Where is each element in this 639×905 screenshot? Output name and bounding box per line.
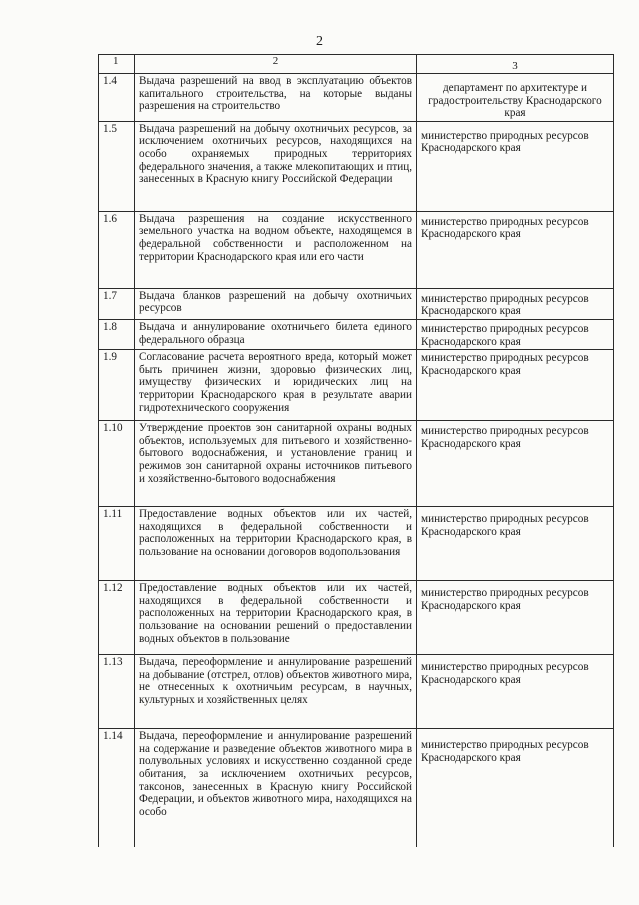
row-number: 1.12: [99, 581, 135, 655]
row-number: 1.10: [99, 421, 135, 507]
service-description: Выдача, переоформление и аннулирование разрешений на добывание (отстрел, отлов) объектов животного мира, не отнесенных к охотничьим ресурсам, в научных, культурных и хозяйственных целях: [135, 655, 417, 729]
row-number: 1.7: [99, 288, 135, 319]
table-row: [99, 74, 614, 122]
column-header-number: 1: [99, 55, 135, 74]
responsible-agency: министерство природных ресурсов Краснодарского края: [417, 288, 614, 319]
service-description: Выдача и аннулирование охотничьего билета единого федерального образца: [135, 319, 417, 349]
table-row: [99, 319, 614, 349]
row-number: 1.6: [99, 211, 135, 288]
responsible-agency: министерство природных ресурсов Краснодарского края: [417, 729, 614, 847]
responsible-agency: министерство природных ресурсов Краснодарского края: [417, 421, 614, 507]
responsible-agency: министерство природных ресурсов Краснодарского края: [417, 211, 614, 288]
responsible-agency: министерство природных ресурсов Краснодарского края: [417, 655, 614, 729]
responsible-agency: департамент по архитектуре и градостроительству Краснодарского края: [417, 74, 614, 122]
row-number: 1.14: [99, 729, 135, 847]
responsible-agency: министерство природных ресурсов Краснодарского края: [417, 350, 614, 421]
row-number: 1.11: [99, 507, 135, 581]
row-number: 1.4: [99, 74, 135, 122]
service-description: Выдача разрешений на ввод в эксплуатацию объектов капитального строительства, на которые выданы разрешения на строительство: [135, 74, 417, 122]
responsible-agency: министерство природных ресурсов Краснодарского края: [417, 507, 614, 581]
service-description: Согласование расчета вероятного вреда, который может быть причинен жизни, здоровью физических лиц, имуществу физических и юридических лиц на территории Краснодарского края в результате аварии гидротехнического сооружения: [135, 350, 417, 421]
page-number: 2: [316, 34, 323, 49]
service-description: Предоставление водных объектов или их частей, находящихся в федеральной собственности и расположенных на территории Краснодарского края, в пользование на основании решений о предоставлении водных объектов в пользование: [135, 581, 417, 655]
row-number: 1.5: [99, 121, 135, 211]
service-description: Выдача бланков разрешений на добычу охотничьих ресурсов: [135, 288, 417, 319]
service-description: Предоставление водных объектов или их частей, находящихся в федеральной собственности и расположенных на территории Краснодарского края, в пользование на основании договоров водопользования: [135, 507, 417, 581]
row-number: 1.8: [99, 319, 135, 349]
table-row: [99, 729, 614, 847]
service-description: Выдача, переоформление и аннулирование разрешений на содержание и разведение объектов животного мира в полувольных условиях и искусственно созданной среде обитания, за исключением охотничьих ресурсов, таксонов, занесенных в Красную книгу Российской Федерации, и объектов животного мира, находящихся на особо: [135, 729, 417, 847]
responsible-agency: министерство природных ресурсов Краснодарского края: [417, 581, 614, 655]
row-number: 1.9: [99, 350, 135, 421]
table-row: [99, 507, 614, 581]
table-header-row: [99, 55, 614, 74]
table-row: [99, 421, 614, 507]
row-number: 1.13: [99, 655, 135, 729]
service-description: Утверждение проектов зон санитарной охраны водных объектов, используемых для питьевого и хозяйственно-бытового водоснабжения, и установление границ и режимов зон санитарной охраны источников питьевого и хозяйственно-бытового водоснабжения: [135, 421, 417, 507]
service-description: Выдача разрешения на создание искусственного земельного участка на водном объекте, находящемся в федеральной собственности и расположенном на территории Краснодарского края или его части: [135, 211, 417, 288]
table-row: [99, 655, 614, 729]
column-header-service: 2: [135, 55, 417, 74]
service-description: Выдача разрешений на добычу охотничьих ресурсов, за исключением охотничьих ресурсов, находящихся на особо охраняемых природных территориях федерального значения, а также млекопитающих и птиц, занесенных в Красную книгу Российской Федерации: [135, 121, 417, 211]
table-row: [99, 350, 614, 421]
responsible-agency: министерство природных ресурсов Краснодарского края: [417, 319, 614, 349]
services-table: [98, 54, 614, 847]
column-header-agency: 3: [417, 55, 614, 74]
table-row: [99, 288, 614, 319]
table-row: [99, 121, 614, 211]
responsible-agency: министерство природных ресурсов Краснодарского края: [417, 121, 614, 211]
table-row: [99, 211, 614, 288]
table-row: [99, 581, 614, 655]
